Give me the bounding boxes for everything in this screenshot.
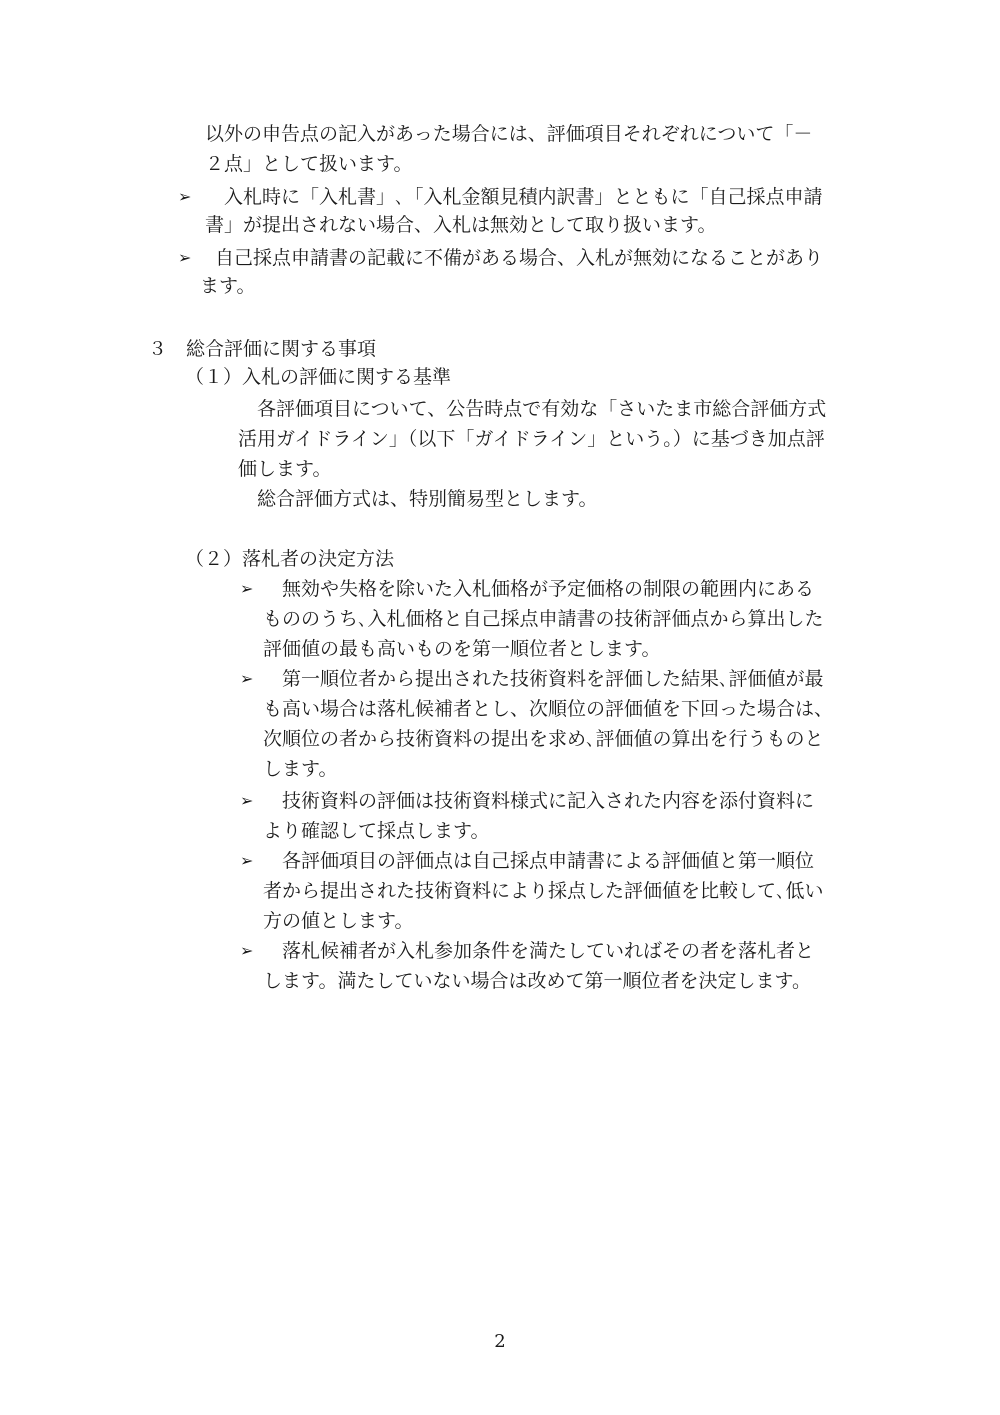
bullet-arrow-icon: ➢	[240, 669, 254, 688]
sub1-paragraph-1-line-2: 活用ガイドライン」（以下「ガイドライン」という。）に基づき加点評	[238, 428, 825, 450]
subsection-2-heading: （２）落札者の決定方法	[185, 548, 395, 570]
sub2-bullet-4-line-1: 各評価項目の評価点は自己採点申請書による評価値と第一順位	[263, 850, 815, 872]
sub2-bullet-3-line-2: より確認して採点します。	[263, 820, 490, 842]
sub1-paragraph-1-line-1: 各評価項目について、公告時点で有効な「さいたま市総合評価方式	[238, 398, 827, 420]
sub2-bullet-2-line-1: 第一順位者から提出された技術資料を評価した結果､評価値が最	[263, 668, 824, 690]
sub2-bullet-1-line-3: 評価値の最も高いものを第一順位者とします。	[263, 638, 661, 660]
bullet-arrow-icon: ➢	[240, 579, 254, 598]
sub2-bullet-2-line-2: も高い場合は落札候補者とし、次順位の評価値を下回った場合は、	[263, 698, 834, 720]
intro-continuation-line-1: 以外の申告点の記入があった場合には、評価項目それぞれについて「－	[205, 123, 813, 145]
page-number: 2	[494, 1331, 506, 1352]
sub2-bullet-1-line-1: 無効や失格を除いた入札価格が予定価格の制限の範囲内にある	[263, 578, 815, 600]
sub2-bullet-2-line-3: 次順位の者から技術資料の提出を求め､評価値の算出を行うものと	[263, 728, 824, 750]
sub2-bullet-1-line-2: もののうち､入札価格と自己採点申請書の技術評価点から算出した	[263, 608, 824, 630]
bullet-arrow-icon: ➢	[178, 187, 192, 206]
sub1-paragraph-1-line-3: 価します。	[238, 458, 332, 480]
sub2-bullet-4-line-3: 方の値とします。	[263, 910, 414, 932]
section-3-heading: ３ 総合評価に関する事項	[148, 338, 377, 360]
bullet-arrow-icon: ➢	[240, 791, 254, 810]
sub2-bullet-3-line-1: 技術資料の評価は技術資料様式に記入された内容を添付資料に	[263, 790, 815, 812]
intro-bullet-2-line-1: 自己採点申請書の記載に不備がある場合、入札が無効になることがあり	[215, 247, 824, 269]
subsection-1-heading: （１）入札の評価に関する基準	[185, 366, 452, 388]
intro-bullet-1-line-1: 入札時に「入札書」､「入札金額見積内訳書」とともに「自己採点申請	[205, 186, 823, 208]
intro-bullet-2-line-2: ます。	[200, 275, 256, 297]
bullet-arrow-icon: ➢	[240, 941, 254, 960]
intro-bullet-1-line-2: 書」が提出されない場合、入札は無効として取り扱います。	[205, 214, 717, 236]
bullet-arrow-icon: ➢	[240, 851, 254, 870]
sub2-bullet-2-line-4: します。	[263, 758, 338, 780]
sub2-bullet-5-line-1: 落札候補者が入札参加条件を満たしていればその者を落札者と	[263, 940, 815, 962]
sub2-bullet-5-line-2: します。満たしていない場合は改めて第一順位者を決定します。	[263, 970, 811, 992]
intro-continuation-line-2: ２点」として扱います。	[205, 153, 413, 175]
bullet-arrow-icon: ➢	[178, 248, 192, 267]
sub1-paragraph-2-line-1: 総合評価方式は、特別簡易型とします。	[238, 488, 598, 510]
sub2-bullet-4-line-2: 者から提出された技術資料により採点した評価値を比較して､低い	[263, 880, 824, 902]
